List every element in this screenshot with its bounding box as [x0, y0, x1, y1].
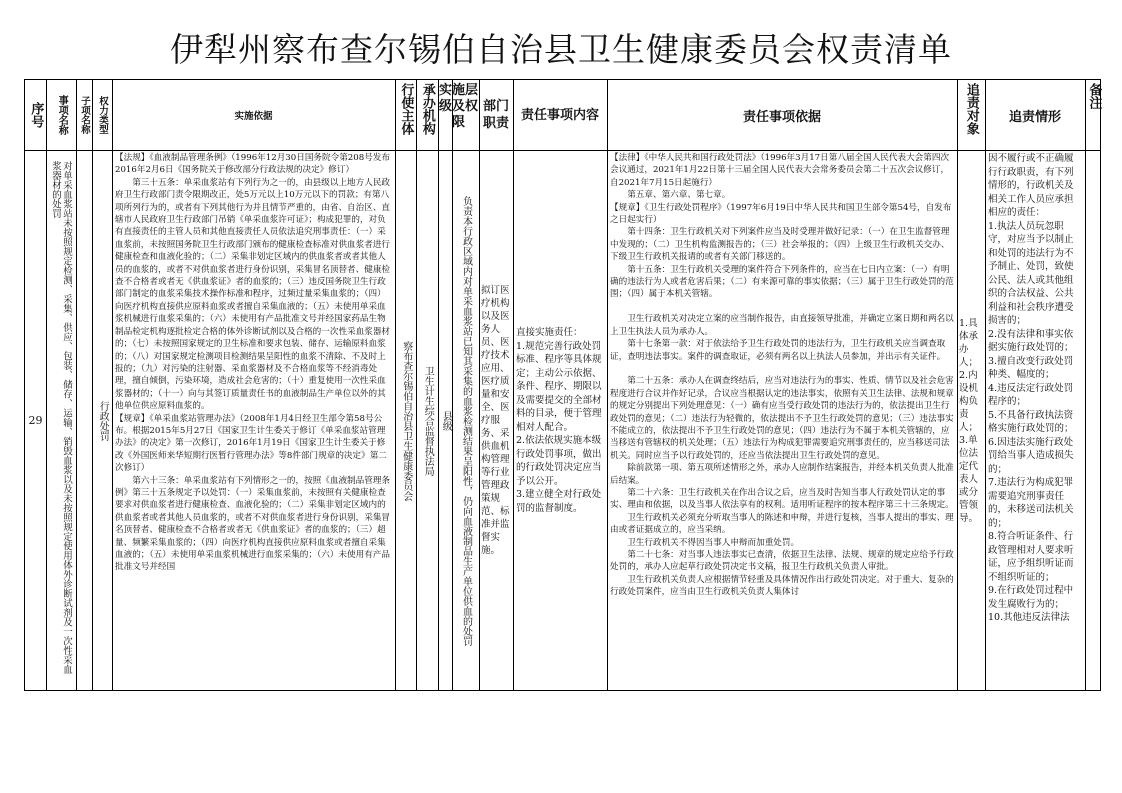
header-remark: 备注 — [1086, 83, 1102, 109]
row-power-type: 行政处罚 — [97, 400, 109, 441]
header-item-name: 事项名称 — [56, 95, 68, 135]
row-account-case: 因不履行或不正确履行行政职责，有下列情形的，行政机关及相关工作人员应承担相应的责任： 1.执法人员玩忽职守，对应当予以制止和处罚的违法行为不予制止、处罚，致使公民、法人或其他组织的合法权益、公共利益和社会秩序遭受损害的； 2.没有法律和事实依据实施行政处罚的； 3.擅自改变行政处罚种类、幅度的； 4.违反法定行政处罚程序的； 5.不具备行政执法资格实施行政处罚的； 6.因违法实施行政处罚给当事人造成损失的； 7.违法行为构成犯罪需要追究刑事责任的，未移送司法机关的； 8.符合听证条件、行政管理相对人要求听证，应予组织听证而不组织听证的； 9.在行政处罚过程中发生腐败行为的； 10.其他违反法律法 — [988, 153, 1074, 623]
row-undertaker: 卫生计生综合监督执法局 — [422, 365, 434, 476]
row-account-obj: 1.具体承办人；2.内设机构负责人；3.单位法定代表人或分管领导。 — [959, 317, 979, 524]
power-responsibility-table — [24, 79, 1101, 691]
header-seq: 序号 — [28, 102, 44, 128]
page-title: 伊犁州察布查尔锡伯自治县卫生健康委员会权责清单 — [170, 30, 952, 69]
header-level: 实施层级及权限 — [438, 83, 478, 130]
header-resp-content: 责任事项内容 — [521, 107, 600, 123]
row-subject: 察布查尔锡伯自治县卫生健康委员会 — [400, 340, 412, 501]
header-account-case: 追责情形 — [1008, 109, 1061, 125]
row-sub-item — [76, 150, 92, 691]
header-sub-item: 子项名称 — [78, 96, 90, 134]
header-undertaker: 承办机构 — [419, 83, 435, 135]
row-item-name: 对单采血浆站未按照规定检测、采集、供应、包装、储存、运输、销毁血浆以及未按照规定使用体外诊断试剂及一次性采血浆器材的处罚 — [50, 160, 72, 674]
row-resp-content-detail: 直接实施责任： 1.规范完善行政处罚标准、程序等具体规定；主动公示依据、条件、程序、期限以及需要提交的全部材料的目录，便于管理相对人配合。 2.依法依规实施本级行政处罚事项，做出的行政处罚决定应当予以公开。 3.建立健全对行政处罚的监督制度。 — [516, 327, 602, 514]
header-dept-duty: 部门职责 — [482, 99, 509, 131]
row-remark — [1085, 150, 1102, 691]
header-resp-basis: 责任事项依据 — [742, 109, 821, 125]
row-dept-duty: 负责本行政区域内对单采血浆站已知其采集的血浆检测结果呈阳性，仍向血液制品生产单位供血的处罚 — [460, 195, 472, 646]
row-resp-content: 拟订医疗机构以及医务人员、医疗技术应用、医疗质量和安全、医疗服务、采供血机构管理等行业管理政策规范、标准并监督实施。 — [481, 285, 510, 556]
row-level: 县级 — [440, 410, 452, 431]
header-power-type: 权力类型 — [96, 96, 108, 134]
row-resp-basis: 【法律】《中华人民共和国行政处罚法》（1996年3月17日第八届全国人民代表大会第四次会议通过，2021年1月22日第十三届全国人民代表大会常务委员会第二十五次会议修订，自2021年7月15日起施行） 第五章、第六章、第七章。 【规章】《卫生行政处罚程序》（1997年6月19日中华人民共和国卫生部令第54号，自发布之日起实行） 第十四条：卫生行政机关对下列案件应当及时受理并做好记录：（一）在卫生监督管理中发现的；（二）卫生机构监测报告的；（三）社会举报的；（四）上级卫生行政机关交办、下级卫生行政机关报请的或者有关部门移送的。 第十五条：卫生行政机关受理的案件符合下列条件的，应当在七日内立案：（一）有明确的违法行为人或者危害后果；（二）有来源可靠的事实依据；（三）属于卫生行政处罚的范围；（四）属于本机关管辖。 卫生行政机关对决定立案的应当制作报告，由直接领导批准，并确定立案日期和两名以上卫生执法人员为承办人。 第十七条第一款：对于依法给予卫生行政处罚的违法行为，卫生行政机关应当调查取证，查明违法事实。案件的调查取证，必须有两名以上执法人员参加，并出示有关证件。 第二十五条：承办人在调查终结后，应当对违法行为的事实、性质、情节以及社会危害程度进行合议并作好记录，合议应当根据认定的违法事实，依照有关卫生法律、法规和规章的规定分别提出下列处理意见：（一）确有应当受行政处罚的违法行为的，依法提出卫生行政处罚的意见；（二）违法行为轻微的，依法提出不予卫生行政处罚的意见；（三）违法事实不能成立的，依法提出不予卫生行政处罚的意见；（四）违法行为不属于本机关管辖的，应当移送有管辖权的机关处理；（五）违法行为构成犯罪需要追究刑事责任的，应当移送司法机关。同时应当予以行政处罚的，还应当依法提出卫生行政处罚的意见。 除前款第一项、第五项所述情形之外，承办人应制作结案报告，并经本机关负责人批准后结案。 第二十六条：卫生行政机关在作出合议之后，应当及时告知当事人行政处罚认定的事实、理由和依据，以及当事人依法享有的权利。适用听证程序的按本程序第三十三条规定。 卫生行政机关必须充分听取当事人的陈述和申辩，并进行复核，当事人提出的事实、理由或者证据成立的，应当采纳。 卫生行政机关不得因当事人申辩而加重处罚。 第二十七条：对当事人违法事实已查清，依据卫生法律、法规、规章的规定应给予行政处罚的，承办人应起草行政处罚决定书文稿，报卫生行政机关负责人审批。 卫生行政机关负责人应根据情节轻重及具体情况作出行政处罚决定。对于重大、复杂的行政处罚案件，应当由卫生行政机关负责人集体讨 — [610, 153, 954, 598]
header-subject: 行使主体 — [398, 83, 414, 135]
header-basis: 实施依据 — [234, 111, 273, 122]
header-account-obj: 追责对象 — [963, 83, 979, 135]
row-basis: 【法规】《血液制品管理条例》（1996年12月30日国务院令第208号发布 2016年2月6日《国务院关于修改部分行政法规的决定》修订） 第三十五条：单采血浆站有下列行为之一的，由县级以上地方人民政府卫生行政部门责令限期改正，处5万元以上10万元以下的罚款；有第八项所列行为的，或者有下列其他行为并且情节严重的，由省、自治区、直辖市人民政府卫生行政部门吊销《单采血浆许可证》；构成犯罪的，对负有直接责任的主管人员和其他直接责任人员依法追究刑事责任：（一）采血浆前，未按照国务院卫生行政部门颁布的健康检查标准对供血浆者进行健康检查和血液化验的；（二）采集非划定区域内的供血浆者或者其他人员的血浆的，或者不对供血浆者进行身份识别，采集冒名顶替者、健康检查不合格者或者无《供血浆证》者的血浆的；（三）违反国务院卫生行政部门制定的血浆采集技术操作标准和程序，过频过量采集血浆的；（四）向医疗机构直接供应原料血浆或者擅自采集血液的；（五）未使用单采血浆机械进行血浆采集的；（六）未使用有产品批准文号并经国家药品生物制品检定机构逐批检定合格的体外诊断试剂以及合格的一次性采血浆器材的；（七）未按照国家规定的卫生标准和要求包装、储存、运输原料血浆的；（八）对国家规定检测项目检测结果呈阳性的血浆不清除、不及时上报的；（九）对污染的注射器、采血浆器材及不合格血浆等不经消毒处理，擅自倾倒，污染环境，造成社会危害的；（十）重复使用一次性采血浆器材的；（十一）向与其签订质量责任书的血液制品生产单位以外的其他单位供应原料血浆的。 【规章】《单采血浆站管理办法》（2008年1月4日经卫生部令第58号公布。根据2015年5月27日《国家卫生计生委关于修订《单采血浆站管理办法》的决定》第一次修订，2016年1月19日《国家卫生计生委关于修改《外国医师来华短期行医暂行管理办法》等8件部门规章的决定》第二次修订） 第六十三条：单采血浆站有下列情形之一的，按照《血液制品管理条例》第三十五条规定予以处罚：（一）采集血浆前，未按照有关健康检查要求对供血浆者进行健康检查、血液化验的；（二）采集非划定区域内的供血浆者或者其他人员血浆的，或者不对供血浆者进行身份识别，采集冒名顶替者、健康检查不合格者或者无《供血浆证》者的血浆的；（三）超量、频繁采集血浆的；（四）向医疗机构直接供应原料血浆或者擅自采集血液的；（五）未使用单采血浆机械进行血浆采集的；（六）未使用有产品批准文号并经国 — [115, 153, 391, 573]
row-seq: 29 — [28, 414, 43, 427]
